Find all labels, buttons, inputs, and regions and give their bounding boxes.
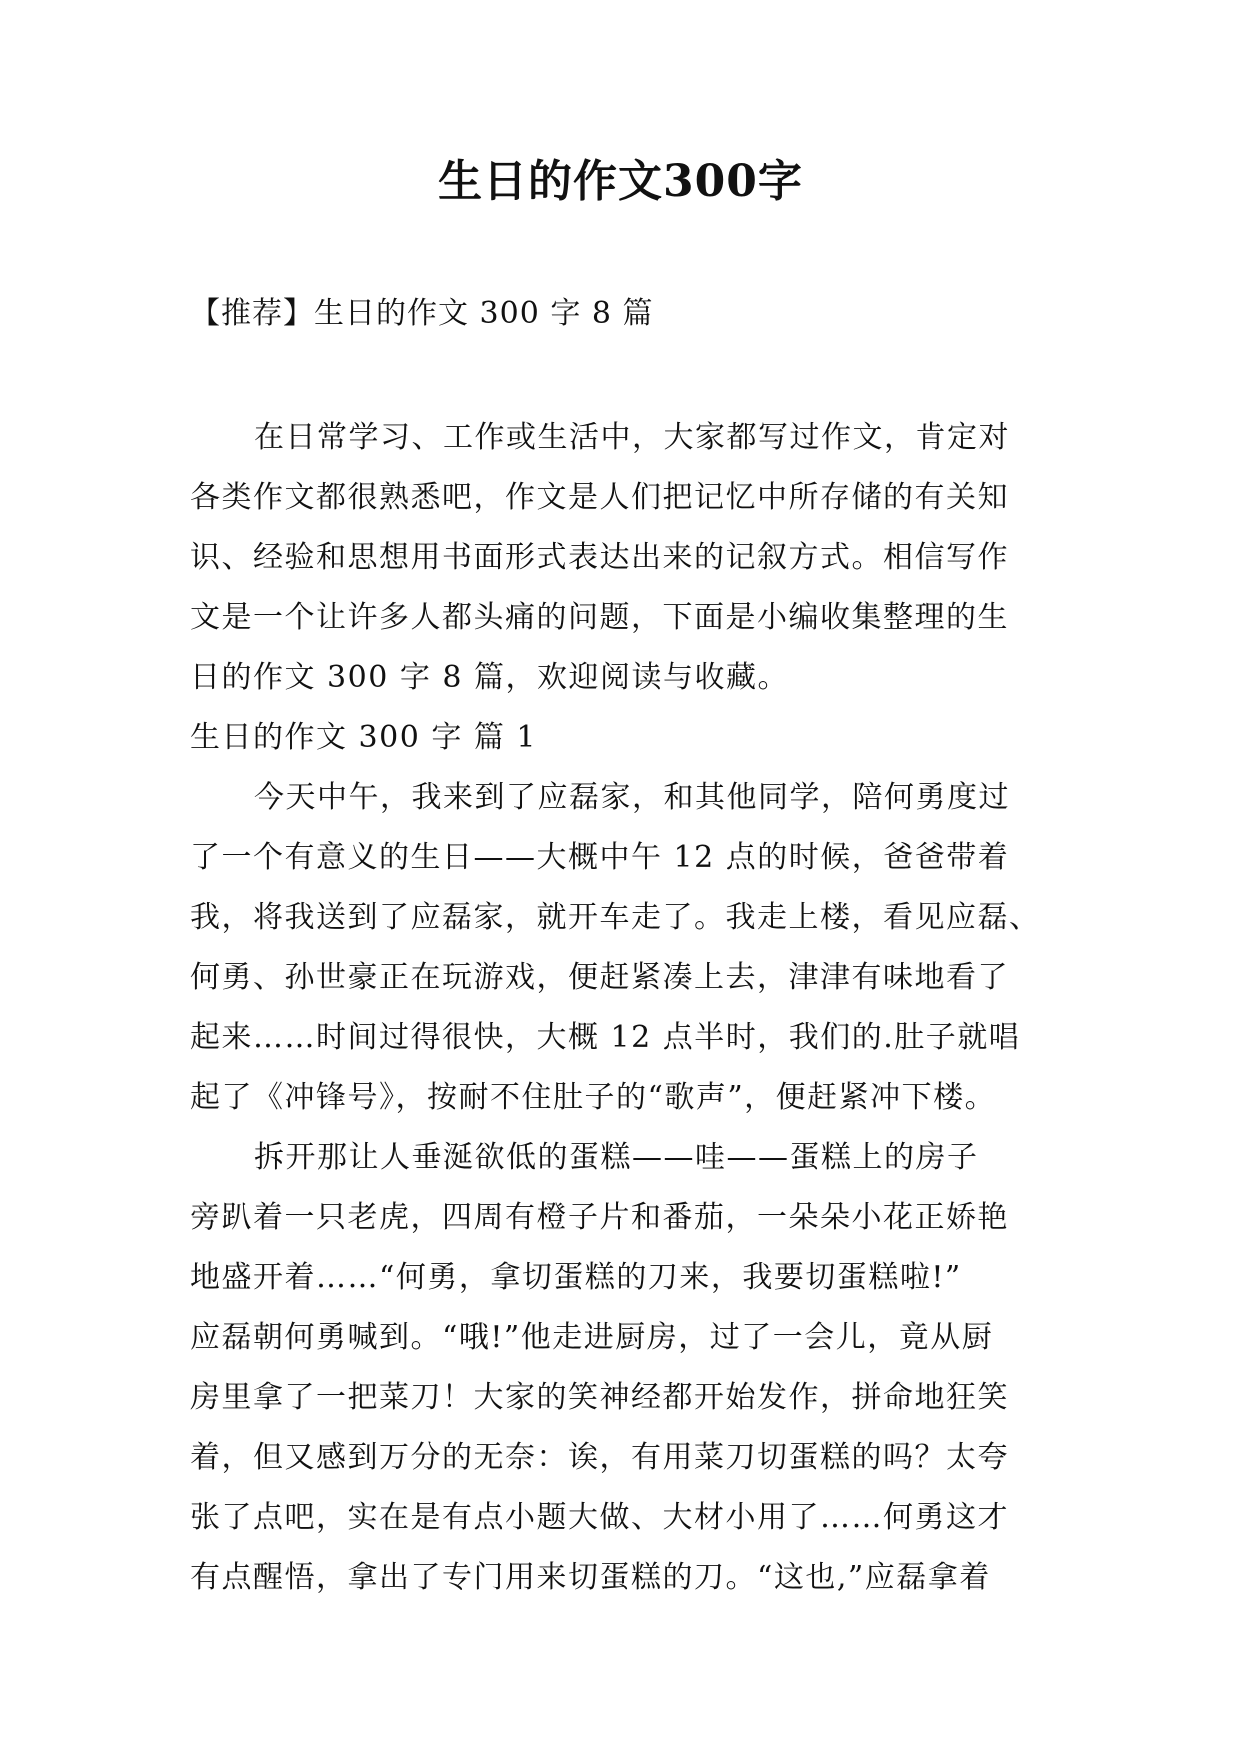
text-line: 在日常学习、工作或生活中，大家都写过作文，肯定对 (254, 420, 1010, 455)
text-line: 起来……时间过得很快，大概 12 点半时，我们的.肚子就唱 (190, 1020, 1021, 1055)
text-line: 地盛开着……“何勇，拿切蛋糕的刀来，我要切蛋糕啦!” (190, 1260, 962, 1295)
document-body (190, 408, 1080, 1608)
text-line: 文是一个让许多人都头痛的问题，下面是小编收集整理的生 (190, 600, 1009, 635)
text-line: 各类作文都很熟悉吧，作文是人们把记忆中所存储的有关知 (190, 480, 1009, 515)
text-line: 旁趴着一只老虎，四周有橙子片和番茄，一朵朵小花正娇艳 (190, 1200, 1009, 1235)
text-line: 拆开那让人垂涎欲低的蛋糕——哇——蛋糕上的房子 (254, 1140, 979, 1175)
page-title: 生日的作文300字 (438, 156, 803, 207)
text-line: 有点醒悟，拿出了专门用来切蛋糕的刀。“这也,”应磊拿着 (190, 1560, 991, 1595)
text-line: 起了《冲锋号》，按耐不住肚子的“歌声”，便赶紧冲下楼。 (190, 1080, 997, 1115)
document-subtitle: 【推荐】生日的作文 300 字 8 篇 (190, 296, 654, 331)
text-line: 房里拿了一把菜刀！大家的笑神经都开始发作，拼命地狂笑 (190, 1380, 1009, 1415)
text-line: 着，但又感到万分的无奈：诶，有用菜刀切蛋糕的吗？太夸 (190, 1440, 1009, 1475)
section-heading: 生日的作文 300 字 篇 1 (190, 720, 537, 755)
text-line: 应磊朝何勇喊到。“哦!”他走进厨房，过了一会儿，竟从厨 (190, 1320, 994, 1355)
text-line: 日的作文 300 字 8 篇，欢迎阅读与收藏。 (190, 660, 789, 695)
text-line: 今天中午，我来到了应磊家，和其他同学，陪何勇度过 (254, 780, 1010, 815)
text-line: 何勇、孙世豪正在玩游戏，便赶紧凑上去，津津有味地看了 (190, 960, 1009, 995)
text-line: 了一个有意义的生日——大概中午 12 点的时候，爸爸带着 (190, 840, 1010, 875)
text-line: 张了点吧，实在是有点小题大做、大材小用了……何勇这才 (190, 1500, 1009, 1535)
text-line: 识、经验和思想用书面形式表达出来的记叙方式。相信写作 (190, 540, 1009, 575)
text-line: 我，将我送到了应磊家，就开车走了。我走上楼，看见应磊、 (190, 900, 1041, 935)
